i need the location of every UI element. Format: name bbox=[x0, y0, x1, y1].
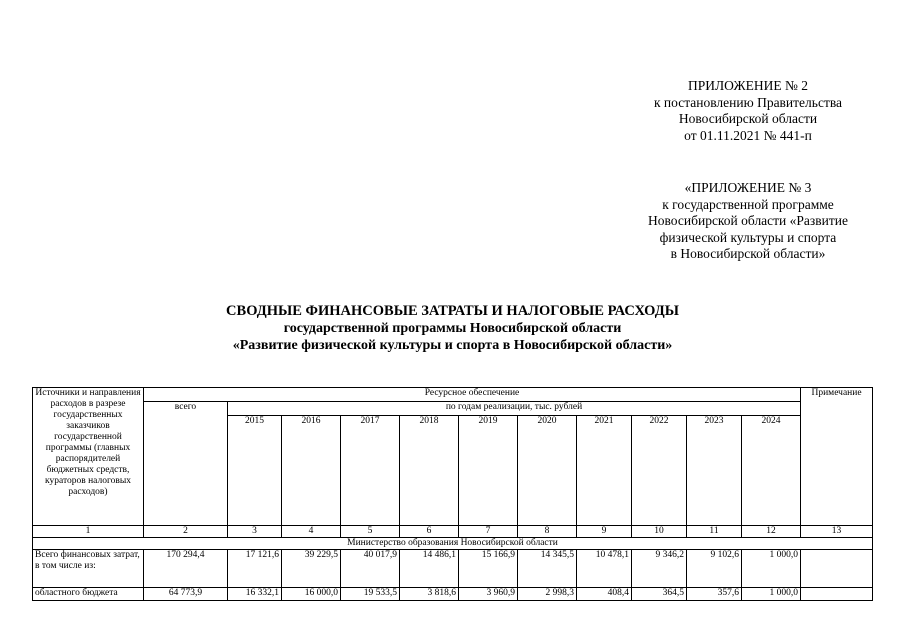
cell-value: 2 998,3 bbox=[518, 588, 577, 601]
cell-value: 39 229,5 bbox=[282, 550, 341, 588]
cell-value: 14 486,1 bbox=[400, 550, 459, 588]
cell-value: 40 017,9 bbox=[341, 550, 400, 588]
column-number: 2 bbox=[144, 526, 228, 538]
appendix-current-line1: ПРИЛОЖЕНИЕ № 2 bbox=[687, 78, 809, 93]
header-year: 2015 bbox=[228, 416, 282, 526]
cell-value: 16 332,1 bbox=[228, 588, 282, 601]
header-year: 2019 bbox=[459, 416, 518, 526]
cell-total: 170 294,4 bbox=[144, 550, 228, 588]
cell-value: 357,6 bbox=[687, 588, 742, 601]
row-label: Всего финансовых затрат, в том числе из: bbox=[33, 550, 144, 588]
cell-value: 15 166,9 bbox=[459, 550, 518, 588]
column-numbers-row bbox=[33, 526, 873, 538]
cell-value: 19 533,5 bbox=[341, 588, 400, 601]
cell-value: 9 346,2 bbox=[632, 550, 687, 588]
table-row bbox=[33, 550, 873, 588]
column-number: 4 bbox=[282, 526, 341, 538]
column-number: 7 bbox=[459, 526, 518, 538]
header-year: 2023 bbox=[687, 416, 742, 526]
financial-table bbox=[32, 387, 873, 601]
header-year: 2017 bbox=[341, 416, 400, 526]
title-line3: «Развитие физической культуры и спорта в Новосибирской области» bbox=[232, 338, 673, 353]
section-ministry: Министерство образования Новосибирской области bbox=[33, 538, 873, 550]
column-number: 9 bbox=[577, 526, 632, 538]
column-number: 8 bbox=[518, 526, 577, 538]
cell-value: 1 000,0 bbox=[742, 550, 801, 588]
cell-value: 17 121,6 bbox=[228, 550, 282, 588]
column-number: 12 bbox=[742, 526, 801, 538]
appendix-current-block bbox=[628, 78, 868, 144]
appendix-previous-line3: Новосибирской области «Развитие bbox=[648, 213, 848, 228]
cell-value: 9 102,6 bbox=[687, 550, 742, 588]
cell-value: 364,5 bbox=[632, 588, 687, 601]
column-number: 11 bbox=[687, 526, 742, 538]
appendix-previous-block bbox=[628, 180, 868, 263]
cell-total: 64 773,9 bbox=[144, 588, 228, 601]
column-number: 3 bbox=[228, 526, 282, 538]
header-resources: Ресурсное обеспечение bbox=[144, 388, 801, 402]
header-year: 2016 bbox=[282, 416, 341, 526]
column-number: 5 bbox=[341, 526, 400, 538]
appendix-previous-line1: «ПРИЛОЖЕНИЕ № 3 bbox=[684, 180, 812, 195]
header-year: 2024 bbox=[742, 416, 801, 526]
appendix-current-line2: к постановлению Правительства bbox=[653, 94, 843, 110]
cell-value: 408,4 bbox=[577, 588, 632, 601]
column-number: 1 bbox=[33, 526, 144, 538]
header-year: 2020 bbox=[518, 416, 577, 526]
cell-note bbox=[801, 588, 873, 601]
header-year: 2022 bbox=[632, 416, 687, 526]
appendix-previous-line5: в Новосибирской области» bbox=[670, 246, 826, 261]
cell-value: 14 345,5 bbox=[518, 550, 577, 588]
header-total: всего bbox=[144, 402, 228, 526]
header-note: Примечание bbox=[801, 388, 873, 526]
appendix-previous-line4: физической культуры и спорта bbox=[659, 229, 837, 245]
header-source-col: Источники и направления расходов в разрезе государственных заказчиков государственной программы (главных распорядителей бюджетных средств, кураторов налоговых расходов) bbox=[33, 388, 144, 526]
cell-value: 16 000,0 bbox=[282, 588, 341, 601]
title-line1: СВОДНЫЕ ФИНАНСОВЫЕ ЗАТРАТЫ И НАЛОГОВЫЕ РАСХОДЫ bbox=[226, 303, 679, 319]
appendix-previous-line2: к государственной программе bbox=[662, 196, 834, 212]
header-year: 2021 bbox=[577, 416, 632, 526]
appendix-current-line4: от 01.11.2021 № 441-п bbox=[684, 127, 812, 143]
cell-note bbox=[801, 550, 873, 588]
cell-value: 1 000,0 bbox=[742, 588, 801, 601]
column-number: 10 bbox=[632, 526, 687, 538]
document-title bbox=[150, 303, 755, 354]
cell-value: 3 960,9 bbox=[459, 588, 518, 601]
appendix-current-line3: Новосибирской области bbox=[678, 111, 818, 126]
row-label: областного бюджета bbox=[33, 588, 144, 601]
header-year: 2018 bbox=[400, 416, 459, 526]
cell-value: 10 478,1 bbox=[577, 550, 632, 588]
column-number: 6 bbox=[400, 526, 459, 538]
table-row bbox=[33, 588, 873, 601]
cell-value: 3 818,6 bbox=[400, 588, 459, 601]
column-number: 13 bbox=[801, 526, 873, 538]
title-line2: государственной программы Новосибирской области bbox=[283, 321, 622, 336]
header-by-years: по годам реализации, тыс. рублей bbox=[228, 402, 801, 416]
